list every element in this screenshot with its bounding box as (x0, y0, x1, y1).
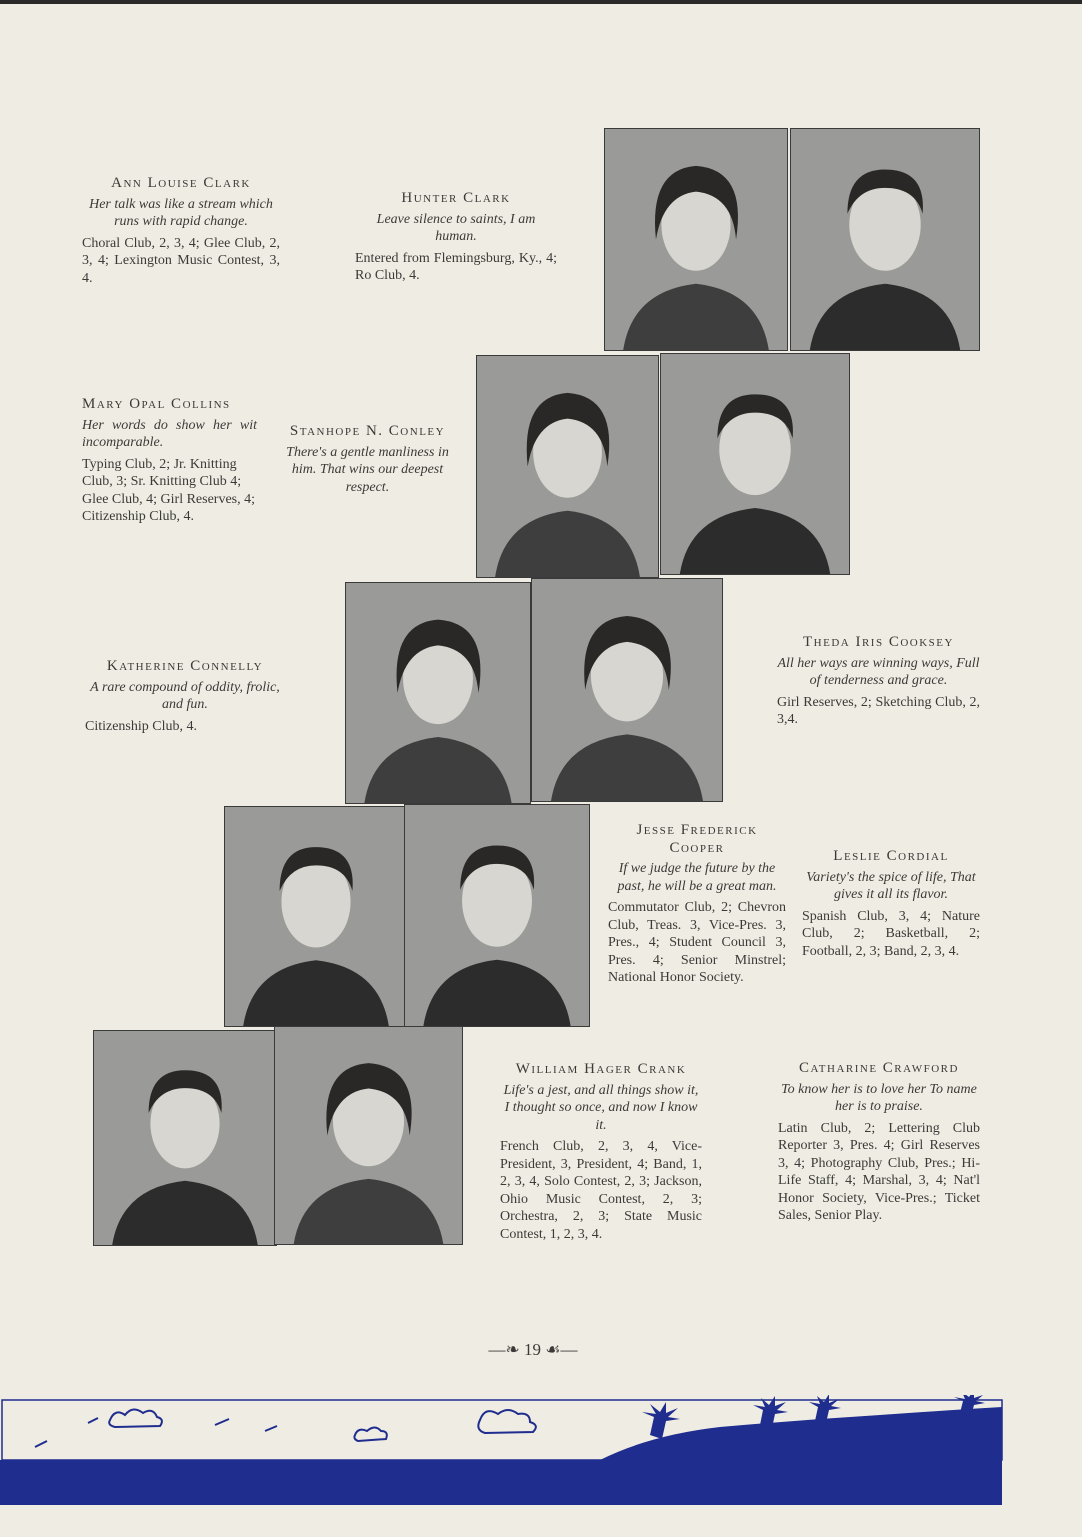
entry-ann-louise-clark (82, 175, 280, 287)
student-name: Hunter Clark (401, 190, 511, 206)
bird-icon (35, 1418, 277, 1447)
entry-hunter-clark (355, 190, 557, 285)
portrait-silhouette (477, 356, 658, 577)
entry-catharine-crawford (778, 1060, 980, 1225)
student-quote: Her words do show her wit incomparable. (82, 417, 257, 450)
portrait-silhouette (605, 129, 787, 350)
footer-landscape-illustration (0, 1395, 1010, 1505)
student-quote: All her ways are winning ways, Full of tenderness and grace. (777, 655, 980, 688)
student-name: Leslie Cordial (833, 848, 949, 864)
portrait-theda-iris-cooksey (531, 578, 723, 802)
student-activities: Entered from Flemingsburg, Ky., 4; Ro Club, 4. (355, 250, 557, 283)
portrait-silhouette (791, 129, 979, 350)
student-quote: Her talk was like a stream which runs with rapid change. (89, 196, 273, 229)
portrait-ann-louise-clark (604, 128, 788, 351)
student-activities: Citizenship Club, 4. (85, 718, 197, 734)
cloud-icon (109, 1409, 162, 1427)
student-activities: Choral Club, 2, 3, 4; Glee Club, 2, 3, 4; Lexington Music Contest, 3, 4. (82, 235, 280, 286)
student-activities: Latin Club, 2; Lettering Club Reporter 3, Pres. 4; Girl Reserves 3, 4; Photography Club, Pres.; Hi-Life Staff, 4; Marshal, 3, 4; Nat'l Honor Society, Vice-Pres.; Ticket Sales, Senior Play. (778, 1120, 980, 1223)
entry-jesse-frederick-cooper (608, 822, 786, 987)
student-name: Stanhope N. Conley (289, 423, 446, 439)
entry-leslie-cordial (802, 848, 980, 960)
student-activities: Typing Club, 2; Jr. Knitting Club, 3; Sr. Knitting Club 4; Glee Club, 4; Girl Reserves, 4; Citizenship Club, 4. (82, 456, 256, 524)
page-number: —❧ 19 ☙— (488, 1340, 578, 1359)
portrait-catharine-crawford (274, 1026, 463, 1245)
student-quote: There's a gentle manliness in him. That wins our deepest respect. (286, 444, 449, 495)
portrait-silhouette (225, 807, 407, 1026)
cloud-icon (478, 1410, 536, 1433)
student-name: Jesse Frederick Cooper (636, 822, 758, 856)
portrait-katherine-connelly (345, 582, 531, 804)
entry-theda-iris-cooksey (777, 634, 980, 729)
entry-mary-opal-collins (82, 396, 257, 526)
portrait-leslie-cordial (404, 804, 590, 1027)
student-activities: French Club, 2, 3, 4, Vice-President, 3, President, 4; Band, 1, 2, 3, 4, Solo Contest, 2, 3; Jackson, Ohio Music Contest, 2, 3; Orchestra, 2, 3; State Music Contest, 1, 2, 3, 4. (500, 1139, 702, 1242)
portrait-silhouette (275, 1027, 462, 1244)
student-quote: A rare compound of oddity, frolic, and fun. (90, 679, 280, 712)
top-border-line (0, 0, 1082, 4)
student-name: Katherine Connelly (106, 658, 264, 674)
portrait-silhouette (661, 354, 849, 574)
student-name: Mary Opal Collins (82, 396, 231, 412)
student-name: Ann Louise Clark (111, 175, 251, 191)
portrait-stanhope-conley (660, 353, 850, 575)
portrait-silhouette (405, 805, 589, 1026)
student-quote: If we judge the future by the past, he will be a great man. (617, 861, 777, 894)
student-name: Theda Iris Cooksey (803, 634, 954, 650)
student-quote: Variety's the spice of life, That gives it all its flavor. (806, 869, 976, 902)
cloud-icon (354, 1428, 386, 1442)
student-quote: Life's a jest, and all things show it, I thought so once, and now I know it. (503, 1082, 699, 1133)
student-activities: Girl Reserves, 2; Sketching Club, 2, 3,4. (777, 694, 980, 727)
entry-william-hager-crank (500, 1061, 702, 1243)
portrait-jesse-frederick-cooper (224, 806, 408, 1027)
portrait-hunter-clark (790, 128, 980, 351)
portrait-william-hager-crank (93, 1030, 277, 1246)
student-activities: Commutator Club, 2; Chevron Club, Treas. 3, Vice-Pres. 3, Pres., 4; Student Council 3, Pres. 4; Senior Minstrel; National Honor Society. (608, 900, 786, 985)
student-name: William Hager Crank (515, 1061, 687, 1077)
footer-land (0, 1407, 1002, 1505)
student-name: Catharine Crawford (799, 1060, 959, 1076)
entry-stanhope-conley (275, 423, 460, 500)
student-activities: Spanish Club, 3, 4; Nature Club, 2; Basketball, 2; Football, 2, 3; Band, 2, 3, 4. (802, 908, 980, 959)
portrait-silhouette (346, 583, 530, 803)
portrait-silhouette (532, 579, 722, 801)
portrait-silhouette (94, 1031, 276, 1245)
entry-katherine-connelly (85, 658, 285, 735)
student-quote: Leave silence to saints, I am human. (376, 211, 536, 244)
portrait-mary-opal-collins (476, 355, 659, 578)
student-quote: To know her is to love her To name her is to praise. (781, 1081, 977, 1114)
